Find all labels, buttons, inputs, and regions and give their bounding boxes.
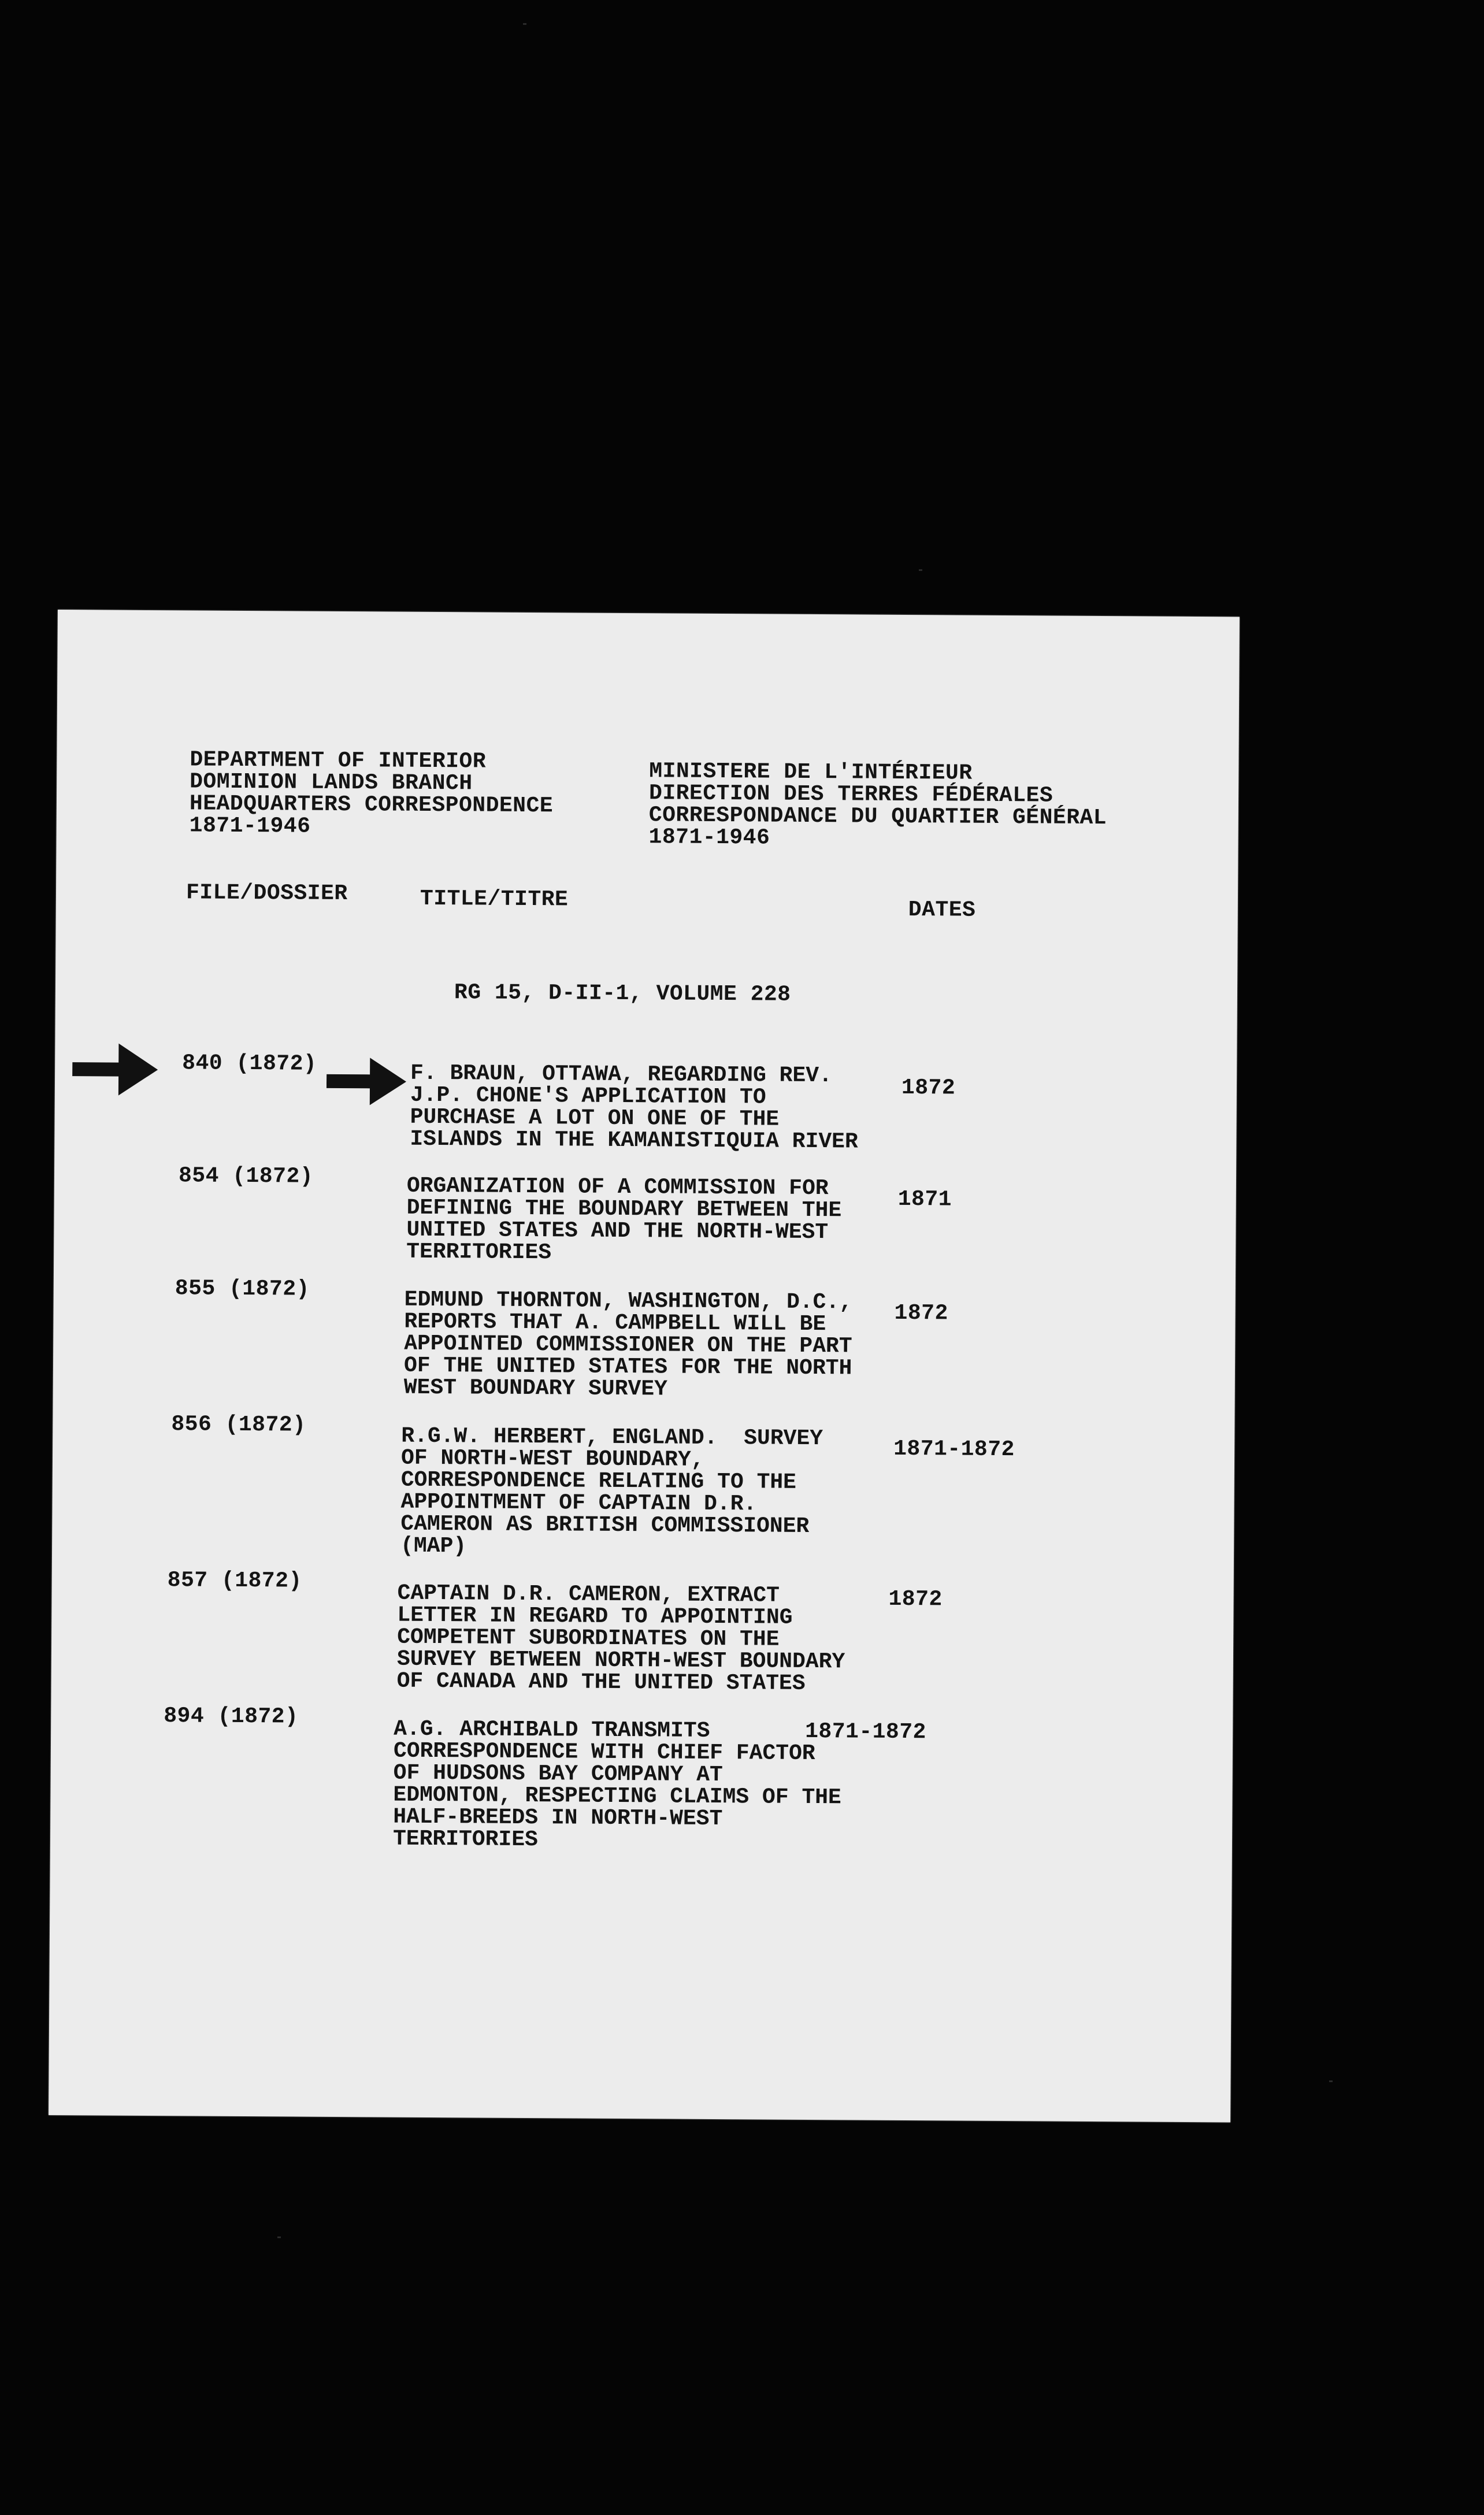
entry-date: 1871 <box>897 1186 952 1212</box>
entry-title <box>410 1060 858 1155</box>
entry-title <box>406 1175 841 1266</box>
scan-speck <box>523 23 526 25</box>
entry-title-line: R.G.W. HERBERT, ENGLAND. SURVEY <box>401 1423 823 1452</box>
entry-title-line: ORGANIZATION OF A COMMISSION FOR <box>406 1173 829 1201</box>
entry-title-line: APPOINTED COMMISSIONER ON THE PART <box>404 1331 852 1359</box>
entry-title <box>400 1423 823 1560</box>
header-french-line: MINISTERE DE L'INTÉRIEUR <box>649 759 973 786</box>
entry-file-number: 856 (1872) <box>171 1412 306 1438</box>
entry-file-number: 855 (1872) <box>175 1276 310 1302</box>
volume-reference: RG 15, D-II-1, VOLUME 228 <box>454 980 791 1007</box>
header-french-line: DIRECTION DES TERRES FÉDÉRALES <box>648 781 1053 808</box>
entry-file-number: 894 (1872) <box>164 1704 299 1730</box>
header-french <box>648 761 1107 851</box>
entry-title-line: UNITED STATES AND THE NORTH-WEST <box>406 1217 829 1245</box>
entry-title-line: WEST BOUNDARY SURVEY <box>403 1375 667 1402</box>
entry-title-line: (MAP) <box>400 1533 467 1559</box>
entry-title-line: ISLANDS IN THE KAMANISTIQUIA RIVER <box>410 1126 858 1155</box>
entry-date: 1871-1872 <box>893 1436 1015 1463</box>
entry-date: 1872 <box>888 1586 943 1612</box>
header-english <box>190 749 554 839</box>
entry-title-line: CORRESPONDENCE WITH CHIEF FACTOR <box>393 1738 815 1767</box>
entry-title-line: J.P. CHONE'S APPLICATION TO <box>410 1082 766 1110</box>
header-french-line: CORRESPONDANCE DU QUARTIER GÉNÉRAL <box>648 803 1107 831</box>
header-english-line: DEPARTMENT OF INTERIOR <box>190 747 487 774</box>
entry-title <box>404 1289 852 1402</box>
entry-title-line: A.G. ARCHIBALD TRANSMITS <box>394 1716 710 1744</box>
entry-title-line: CORRESPONDENCE RELATING TO THE <box>400 1467 797 1495</box>
entry-title <box>397 1583 845 1696</box>
entry-title-line: HALF-BREEDS IN NORTH-WEST <box>393 1804 723 1832</box>
entry-date: 1872 <box>894 1300 948 1326</box>
scan-speck <box>277 2236 281 2238</box>
header-french-line: 1871-1946 <box>648 825 770 851</box>
scan-speck <box>919 569 922 571</box>
entry-title-line: OF THE UNITED STATES FOR THE NORTH <box>403 1353 852 1381</box>
entry-title-line: REPORTS THAT A. CAMPBELL WILL BE <box>404 1309 826 1337</box>
entry-title-line: CAMERON AS BRITISH COMMISSIONER <box>400 1511 810 1539</box>
entry-file-number: 854 (1872) <box>178 1163 314 1189</box>
entry-title-line: CAPTAIN D.R. CAMERON, EXTRACT <box>397 1581 780 1608</box>
entry-title-line: COMPETENT SUBORDINATES ON THE <box>397 1624 780 1652</box>
header-english-line: DOMINION LANDS BRANCH <box>190 769 473 796</box>
entry-title-line: EDMONTON, RESPECTING CLAIMS OF THE <box>393 1782 841 1811</box>
entry-title-line: SURVEY BETWEEN NORTH-WEST BOUNDARY <box>396 1646 845 1675</box>
entry-title-line: LETTER IN REGARD TO APPOINTING <box>397 1603 793 1630</box>
column-heading-title: TITLE/TITRE <box>420 886 569 912</box>
header-english-line: 1871-1946 <box>189 813 311 839</box>
entry-title-line: F. BRAUN, OTTAWA, REGARDING REV. <box>410 1060 832 1089</box>
scan-speck <box>1329 2080 1333 2082</box>
entry-date: 1872 <box>901 1075 956 1101</box>
entry-title-line: APPOINTMENT OF CAPTAIN D.R. <box>400 1489 757 1517</box>
entry-title <box>392 1716 842 1853</box>
entry-date: 1871-1872 <box>805 1719 927 1745</box>
column-heading-dates: DATES <box>908 897 976 923</box>
entry-title-line: TERRITORIES <box>406 1239 552 1266</box>
column-heading-file: FILE/DOSSIER <box>186 880 348 907</box>
pointer-arrow-icon <box>327 1055 408 1108</box>
entry-title-line: DEFINING THE BOUNDARY BETWEEN THE <box>406 1195 842 1223</box>
entry-title-line: OF NORTH-WEST BOUNDARY, <box>400 1445 704 1472</box>
header-english-line: HEADQUARTERS CORRESPONDENCE <box>189 791 554 819</box>
pointer-arrow-icon <box>72 1040 159 1099</box>
entry-title-line: OF CANADA AND THE UNITED STATES <box>396 1668 806 1696</box>
entry-file-number: 857 (1872) <box>167 1568 302 1594</box>
entry-title-line: OF HUDSONS BAY COMPANY AT <box>393 1760 723 1788</box>
entry-title-line: PURCHASE A LOT ON ONE OF THE <box>410 1104 780 1132</box>
entry-title-line: EDMUND THORNTON, WASHINGTON, D.C., <box>404 1287 853 1315</box>
entry-file-number: 840 (1872) <box>182 1051 317 1077</box>
entry-title-line: TERRITORIES <box>392 1826 538 1853</box>
document-page <box>49 610 1240 2122</box>
